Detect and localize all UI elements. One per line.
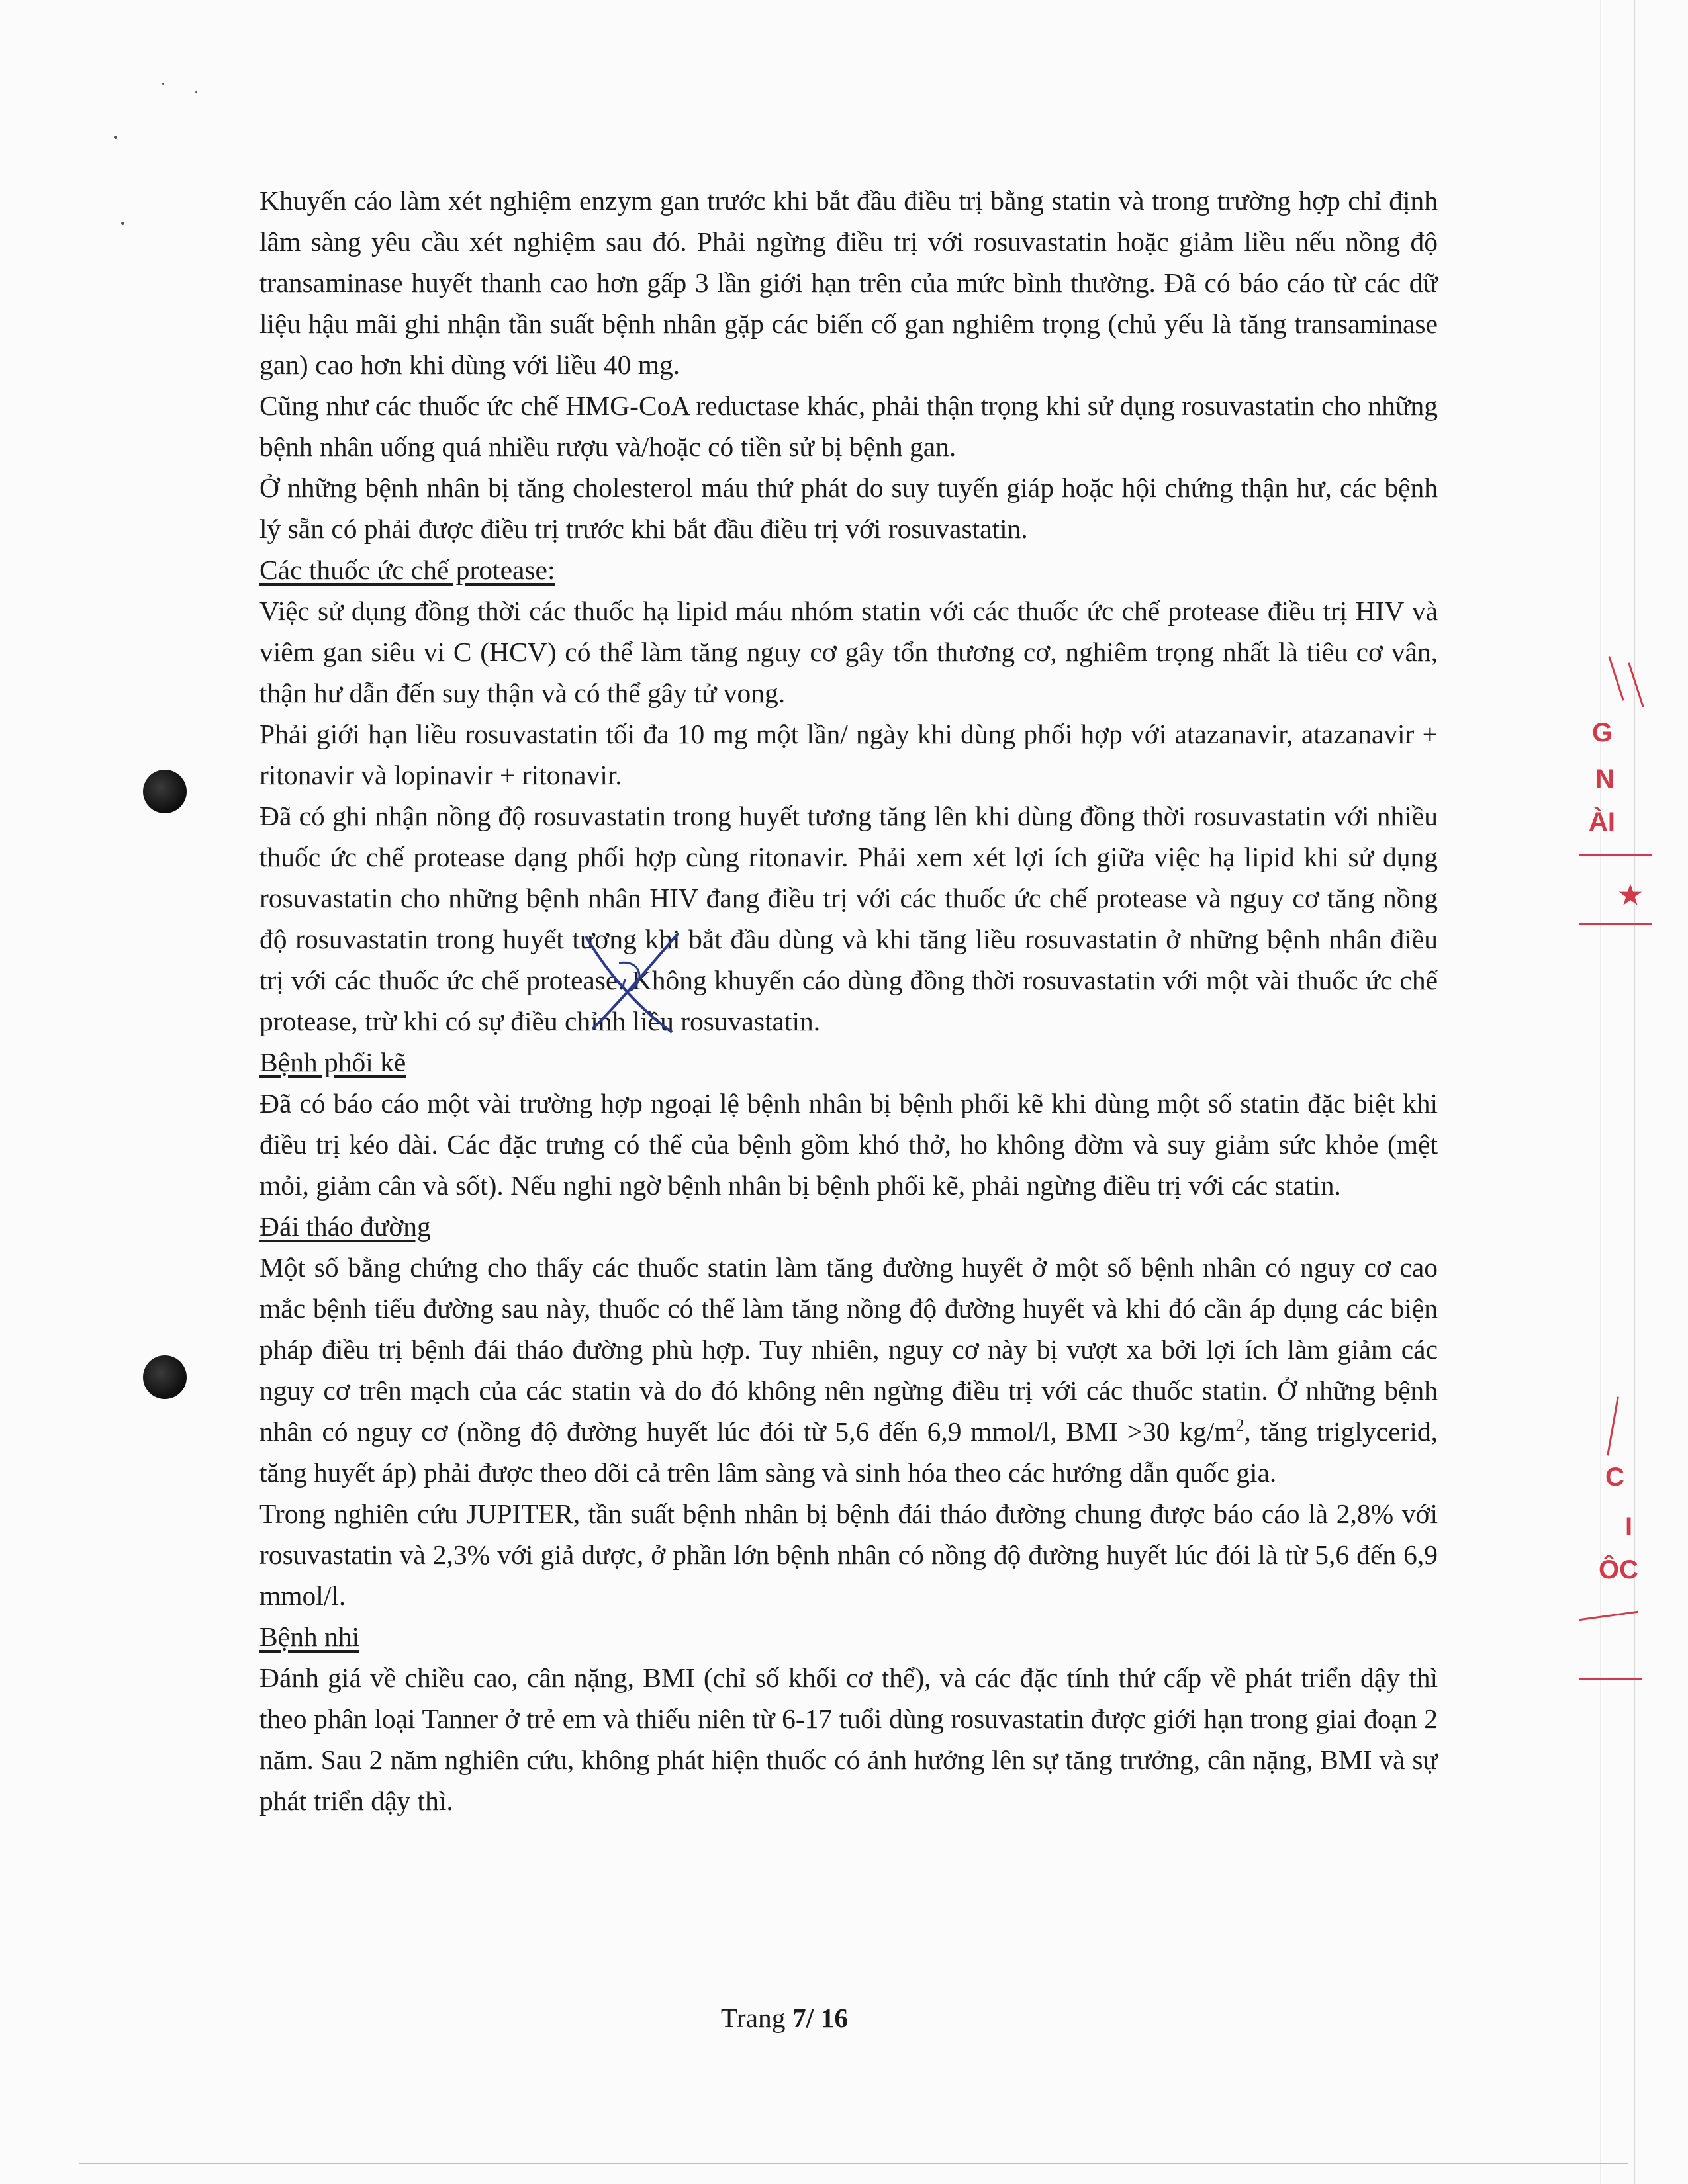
page-number-separator: /: [806, 2003, 821, 2033]
body-paragraph: Trong nghiên cứu JUPITER, tần suất bệnh nhân bị bệnh đái tháo đường chung được báo cáo là 2,8% với rosuvastatin và 2,3% với giả dược, ở phần lớn bệnh nhân có nồng độ đường huyết lúc đói là từ 5,6 đến 6,9 mmol/l.: [259, 1498, 1438, 1611]
stamp-line: [1608, 656, 1624, 701]
body-paragraph: [259, 1247, 1438, 1493]
stamp-line: [1607, 1396, 1619, 1455]
superscript: 2: [1235, 1416, 1244, 1435]
stamp-line: [1579, 923, 1652, 925]
stamp-line: [1579, 854, 1652, 856]
scan-speck: [162, 83, 164, 85]
stamp-line: [1579, 1678, 1642, 1680]
stamp-star: ★: [1618, 881, 1642, 910]
section-heading: Đái tháo đường: [259, 1211, 431, 1242]
signature-mark: [573, 923, 692, 1042]
body-paragraph: Khuyến cáo làm xét nghiệm enzym gan trước khi bắt đầu điều trị bằng statin và trong trường hợp chỉ định lâm sàng yêu cầu xét nghiệm sau đó. Phải ngừng điều trị với rosuvastatin hoặc giảm liều nếu nồng độ transaminase huyết thanh cao hơn gấp 3 lần giới hạn trên của mức bình thường. Đã có báo cáo từ các dữ liệu hậu mãi ghi nhận tần suất bệnh nhân gặp các biến cố gan nghiêm trọng (chủ yếu là tăng transaminase gan) cao hơn khi dùng với liều 40 mg.: [259, 185, 1438, 380]
body-paragraph: Đã có báo cáo một vài trường hợp ngoại lệ bệnh nhân bị bệnh phổi kẽ khi dùng một số statin đặc biệt khi điều trị kéo dài. Các đặc trưng có thể của bệnh gồm khó thở, ho không đờm và suy giảm sức khỏe (mệt mỏi, giảm cân và sốt). Nếu nghi ngờ bệnh nhân bị bệnh phổi kẽ, phải ngừng điều trị với các statin.: [259, 1088, 1438, 1201]
scan-speck: [121, 222, 124, 225]
body-paragraph: Cũng như các thuốc ức chế HMG-CoA reductase khác, phải thận trọng khi sử dụng rosuvastatin cho những bệnh nhân uống quá nhiều rượu và/hoặc có tiền sử bị bệnh gan.: [259, 390, 1438, 462]
page-number: [0, 2002, 1569, 2034]
body-paragraph: Đã có ghi nhận nồng độ rosuvastatin trong huyết tương tăng lên khi dùng đồng thời rosuvastatin với nhiều thuốc ức chế protease dạng phối hợp cùng ritonavir. Phải xem xét lợi ích giữa việc hạ lipid khi sử dụng rosuvastatin cho những bệnh nhân HIV đang điều trị với các thuốc ức chế protease và nguy cơ tăng nồng độ rosuvastatin trong huyết tương khi bắt đầu dùng và khi tăng liều rosuvastatin ở những bệnh nhân điều trị với các thuốc ức chế protease. Không khuyến cáo dùng đồng thời rosuvastatin với một vài thuốc ức chế protease, trừ khi có sự điều chỉnh liều rosuvastatin.: [259, 801, 1438, 1036]
red-stamp-fragment: [1579, 655, 1652, 1741]
punch-hole: [143, 770, 187, 813]
paragraph-text: Một số bằng chứng cho thấy các thuốc statin làm tăng đường huyết ở một số bệnh nhân có nguy cơ cao mắc bệnh tiểu đường sau này, thuốc có thể làm tăng nồng độ đường huyết và khi đó cần áp dụng các biện pháp điều trị bệnh đái tháo đường phù hợp. Tuy nhiên, nguy cơ này bị vượt xa bởi lợi ích làm giảm các nguy cơ trên mạch của các statin và do đó không nên ngừng điều trị với các thuốc statin. Ở những bệnh nhân có nguy cơ (nồng độ đường huyết lúc đói từ 5,6 đến 6,9 mmol/l, BMI >30 kg/m: [259, 1252, 1438, 1447]
punch-hole: [143, 1355, 187, 1399]
scan-speck: [114, 136, 117, 139]
scan-speck: [195, 91, 197, 93]
document-body: [259, 180, 1438, 1821]
stamp-letter: G: [1592, 718, 1613, 747]
body-paragraph: Đánh giá về chiều cao, cân nặng, BMI (chỉ số khối cơ thể), và các đặc tính thứ cấp về phát triển dậy thì theo phân loại Tanner ở trẻ em và thiếu niên từ 6-17 tuổi dùng rosuvastatin được giới hạn trong giai đoạn 2 năm. Sau 2 năm nghiên cứu, không phát hiện thuốc có ảnh hưởng lên sự tăng trưởng, cân nặng, BMI và sự phát triển dậy thì.: [259, 1662, 1438, 1816]
section-heading: Bệnh phổi kẽ: [259, 1047, 406, 1077]
body-paragraph: Phải giới hạn liều rosuvastatin tối đa 10 mg một lần/ ngày khi dùng phối hợp với atazanavir, atazanavir + ritonavir và lopinavir + ritonavir.: [259, 719, 1438, 790]
body-paragraph: Ở những bệnh nhân bị tăng cholesterol máu thứ phát do suy tuyến giáp hoặc hội chứng thận hư, các bệnh lý sẵn có phải được điều trị trước khi bắt đầu điều trị với rosuvastatin.: [259, 473, 1438, 544]
page-number-prefix: Trang: [720, 2003, 792, 2033]
stamp-letter: N: [1595, 764, 1615, 794]
stamp-letter: ÀI: [1589, 807, 1615, 837]
stamp-line: [1628, 662, 1644, 707]
stamp-letter: I: [1625, 1512, 1633, 1541]
scan-edge: [79, 2163, 1628, 2164]
section-heading: Các thuốc ức chế protease:: [259, 555, 555, 585]
paragraph-text: , tăng triglycerid, tăng huyết áp) phải được theo dõi cả trên lâm sàng và sinh hóa theo các hướng dẫn quốc gia.: [259, 1416, 1438, 1488]
body-paragraph: Việc sử dụng đồng thời các thuốc hạ lipid máu nhóm statin với các thuốc ức chế protease điều trị HIV và viêm gan siêu vi C (HCV) có thể làm tăng nguy cơ gây tổn thương cơ, nghiêm trọng nhất là tiêu cơ vân, thận hư dẫn đến suy thận và có thể gây tử vong.: [259, 596, 1438, 708]
section-heading: Bệnh nhi: [259, 1621, 360, 1652]
page-number-total: 16: [820, 2003, 849, 2033]
stamp-line: [1579, 1611, 1638, 1621]
page-number-current: 7: [792, 2003, 806, 2033]
stamp-letter: ÔC: [1599, 1555, 1638, 1584]
stamp-letter: C: [1605, 1463, 1624, 1492]
